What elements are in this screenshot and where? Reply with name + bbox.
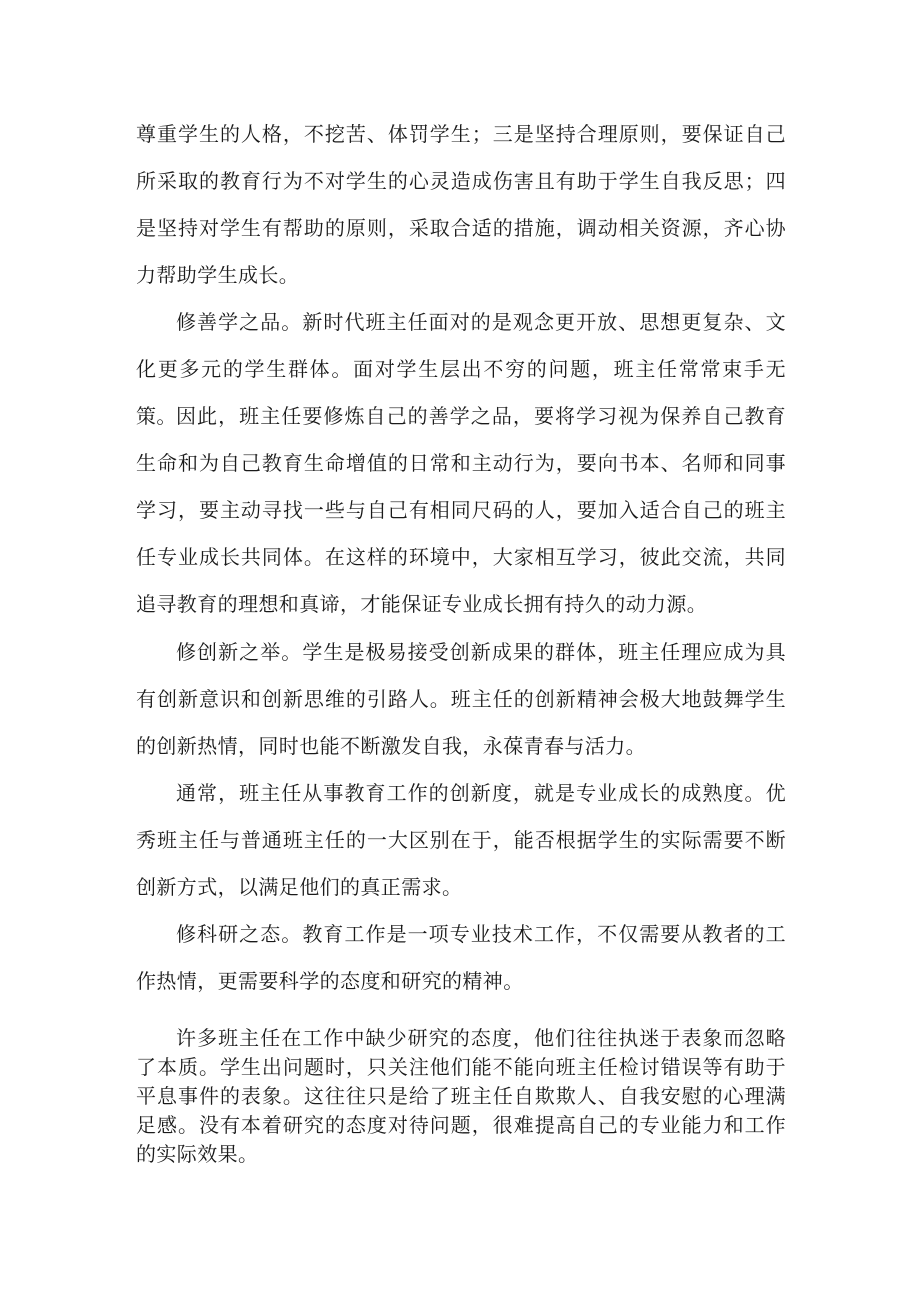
paragraph-2: 修善学之品。新时代班主任面对的是观念更开放、思想更复杂、文化更多元的学生群体。面对学生层出不穷的问题，班主任常常束手无策。 xyxy=(136,310,786,428)
paragraph-1: 尊重学生的人格，不挖苦、体罚学生；三是坚持合理原则，要保证自己所采取的教育行为不对学生的心灵造成伤害且有助于学生自我反思；四是坚持对学生有帮助的原则，采取合适的措施，调动相关资源，齐心协力帮助学生成长。 xyxy=(136,122,786,287)
paragraph-7: 许多班主任在工作中缺少研究的态度，他们往往执迷于表象而忽略了本质。学生出问题时，只关注他们能不能向班主任检讨错误等有助于平息事件的表象。这往往只是给了班主任自欺欺人、自我安慰的心理满足感。没有本着研究的态度对待问题，很难提高自己的专业能力和工作的实际效果。 xyxy=(136,1026,786,1166)
paragraph-3: 因此，班主任要修炼自己的善学之品，要将学习视为保养自己教育生命和为自己教育生命增值的日常和主动行为，要向书本、名师和同事学习，要主动寻找一些与自己有相同尺码的人，要加入适合自己的班主任专业成长共同体。在这样的环境中，大家相互学习，彼此交流，共同追寻教育的理想和真谛，才能保证专业成长拥有持久的动力源。 xyxy=(136,404,786,616)
paragraph-4: 修创新之举。学生是极易接受创新成果的群体，班主任理应成为具有创新意识和创新思维的引路人。班主任的创新精神会极大地鼓舞学生的创新热情，同时也能不断激发自我，永葆青春与活力。 xyxy=(136,640,786,758)
paragraph-5: 通常，班主任从事教育工作的创新度，就是专业成长的成熟度。优秀班主任与普通班主任的一大区别在于，能否根据学生的实际需要不断创新方式，以满足他们的真正需求。 xyxy=(136,781,786,899)
paragraph-6: 修科研之态。教育工作是一项专业技术工作，不仅需要从教者的工作热情，更需要科学的态度和研究的精神。 xyxy=(136,922,786,993)
